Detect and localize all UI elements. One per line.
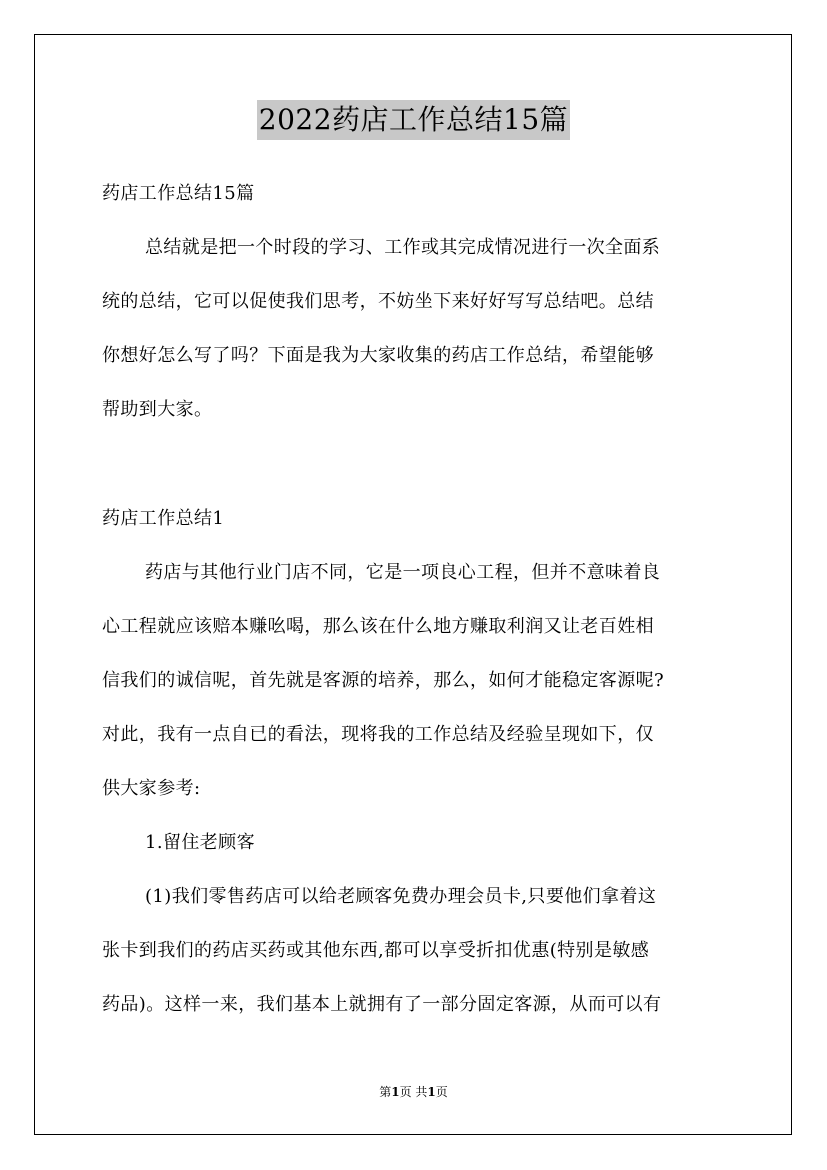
intro-line: 统的总结，它可以促使我们思考，不妨坐下来好好写写总结吧。总结 — [102, 291, 654, 312]
paragraph-line: 药店与其他行业门店不同，它是一项良心工程，但并不意味着良 — [145, 562, 661, 583]
paragraph-line: 心工程就应该赔本赚吆喝，那么该在什么地方赚取利润又让老百姓相 — [102, 616, 654, 637]
footer-suffix: 页 — [435, 1085, 448, 1099]
intro-line: 总结就是把一个时段的学习、工作或其完成情况进行一次全面系 — [145, 237, 661, 258]
intro-line: 帮助到大家。 — [102, 399, 213, 420]
point-heading: 1.留住老顾客 — [145, 832, 255, 853]
section-heading: 药店工作总结1 — [102, 508, 225, 529]
paragraph-line: (1)我们零售药店可以给老顾客免费办理会员卡,只要他们拿着这 — [145, 886, 657, 907]
footer-page-number: 1 — [391, 1085, 400, 1099]
paragraph-line: 供大家参考: — [102, 778, 201, 799]
title-wrap — [0, 100, 827, 140]
footer-page-total: 1 — [427, 1085, 436, 1099]
intro-line: 你想好怎么写了吗？下面是我为大家收集的药店工作总结，希望能够 — [102, 345, 654, 366]
paragraph-line: 信我们的诚信呢，首先就是客源的培养，那么，如何才能稳定客源呢? — [102, 670, 665, 691]
paragraph-line: 药品)。这样一来，我们基本上就拥有了一部分固定客源，从而可以有 — [102, 994, 662, 1015]
footer-prefix: 第 — [379, 1085, 392, 1099]
paragraph-line: 张卡到我们的药店买药或其他东西,都可以享受折扣优惠(特别是敏感 — [102, 940, 650, 961]
page-footer — [0, 1084, 827, 1100]
subtitle: 药店工作总结15篇 — [102, 183, 255, 204]
footer-mid: 页 共 — [399, 1085, 428, 1099]
document-title: 2022药店工作总结15篇 — [257, 100, 570, 140]
paragraph-line: 对此，我有一点自已的看法，现将我的工作总结及经验呈现如下，仅 — [102, 724, 654, 745]
